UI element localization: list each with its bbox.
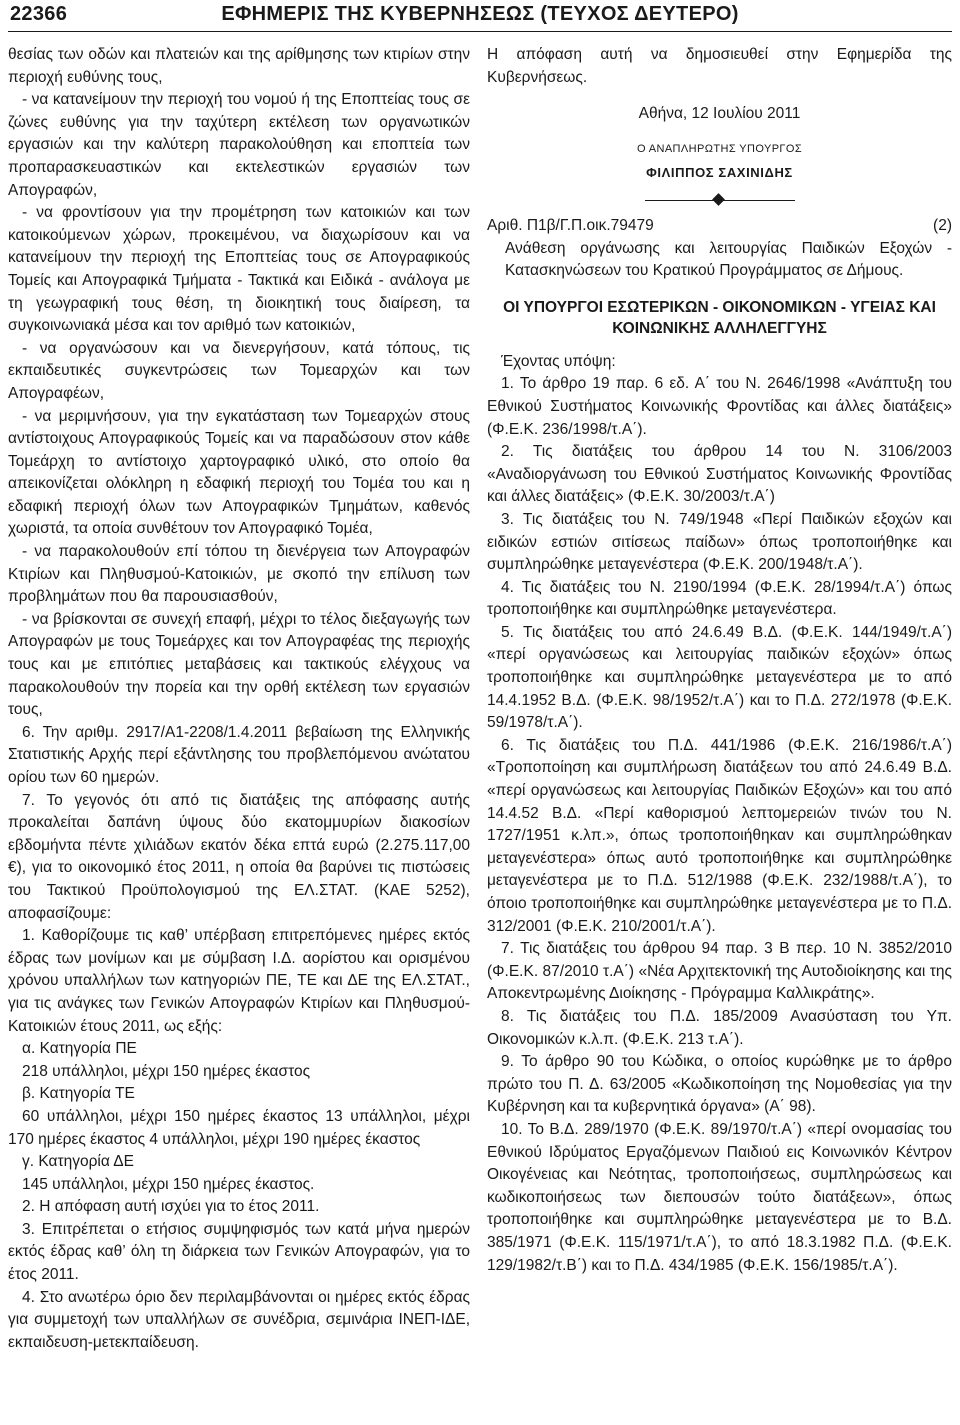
- paragraph: 5. Τις διατάξεις του από 24.6.49 Β.Δ. (Φ.Ε.Κ. 144/1949/τ.Α΄) «περί οργανώσεως και λειτουργίας παιδικών εξοχών» όπως τροποποιήθηκε και συμπληρώθηκε μεταγενέστερα με το από 14.4.1952 Β.Δ. (Φ.Ε.Κ. 98/1952/τ.Α΄) και το Π.Δ. 272/1978 (Φ.Ε.Κ. 59/1978/τ.Α΄).: [487, 623, 952, 732]
- decision-subject: Ανάθεση οργάνωσης και λειτουργίας Παιδικών Εξοχών - Κατασκηνώσεων του Κρατικού Προγράμματος σε Δήμους.: [505, 239, 952, 280]
- paragraph: 4. Στο ανωτέρω όριο δεν περιλαμβάνονται οι ημέρες εκτός έδρας για συμμετοχή των υπαλλήλων σε συνέδρια, σεμινάρια ΙΝΕΠ-ΙΔΕ, εκπαιδευση-μετεκπαίδευση.: [8, 1288, 470, 1351]
- paragraph: 6. Την αριθμ. 2917/Α1-2208/1.4.2011 βεβαίωση της Ελληνικής Στατιστικής Αρχής περί εξάντλησης του προβλεπόμενου ανώτατου ορίου των 60 ημερών.: [8, 723, 470, 786]
- reference-index: (2): [933, 216, 952, 234]
- paragraph: - να βρίσκονται σε συνεχή επαφή, μέχρι το τέλος διεξαγωγής των Απογραφών με τους Τομεάρχες και τον Απογραφέας της περιοχής τους και με επιτόπιες μεταβάσεις και τακτικούς ελέγχους να παρακολουθούν την πορεία και την ορθή εκτέλεση των εργασιών τους,: [8, 610, 470, 719]
- page-number: 22366: [10, 3, 68, 25]
- paragraph: α. Κατηγορία ΠΕ: [22, 1040, 137, 1058]
- paragraph: γ. Κατηγορία ΔΕ: [22, 1153, 134, 1171]
- paragraph: 145 υπάλληλοι, μέχρι 150 ημέρες έκαστος.: [22, 1175, 315, 1193]
- having-regard: Έχοντας υπόψη:: [501, 352, 616, 370]
- paragraph: 7. Τις διατάξεις του άρθρου 94 παρ. 3 Β περ. 10 Ν. 3852/2010 (Φ.Ε.Κ. 87/2010 τ.Α΄) «Νέα Αρχιτεκτονική της Αυτοδιοίκησης και της Αποκεντρωμένης Διοίκησης - Πρόγραμμα Καλλικράτης».: [487, 940, 952, 1003]
- paragraph: - να κατανείμουν την περιοχή του νομού ή της Εποπτείας τους σε ζώνες ευθύνης για την ταχύτερη εκτέλεση των οργανωτικών εργασιών και την καλύτερη παρακολούθηση και εποπτεία των προπαρασκευαστικών και εκτελεστικών εργασιών των Απογραφών,: [8, 91, 470, 199]
- paragraph: 1. Καθορίζουμε τις καθ’ υπέρβαση επιτρεπόμενες ημέρες εκτός έδρας των μονίμων και με σύμβαση Ι.Δ. αορίστου και ορισμένου χρόνου υπαλλήλων των κατηγοριών ΠΕ, ΤΕ και ΔΕ της ΕΛ.ΣΤΑΤ., για τις ανάγκες των Γενικών Απογραφών Κτιρίων και Πληθυσμού-Κατοικιών έτους 2011, ως εξής:: [8, 927, 470, 1035]
- paragraph: 2. Τις διατάξεις του άρθρου 14 του Ν. 3106/2003 «Αναδιοργάνωση του Εθνικού Συστήματος Κοινωνικής Φροντίδας και άλλες διατάξεις» (Φ.Ε.Κ. 30/2003/τ.Α΄): [487, 443, 952, 506]
- paragraph: - να οργανώσουν και να διενεργήσουν, κατά τόπους, τις εκπαιδευτικές συγκεντρώσεις των Τομεαρχών και των Απογραφέων,: [8, 339, 470, 402]
- paragraph: - να παρακολουθούν επί τόπου τη διενέργεια των Απογραφών Κτιρίων και Πληθυσμού-Κατοικιών, με σκοπό την επίλυση των προβλημάτων που θα παρουσιασθούν,: [8, 543, 470, 606]
- signing-date: Αθήνα, 12 Ιουλίου 2011: [638, 105, 801, 123]
- paragraph: 7. Το γεγονός ότι από τις διατάξεις της απόφασης αυτής προκαλείται δαπάνη ύψους δύο εκατομμυρίων διακοσίων εβδομήντα πέντε χιλιάδων εκατόν δέκα επτά ευρώ (2.275.117,00 €), για το οικονομικό έτος 2011, η οποία θα βαρύνει τις πιστώσεις του Τακτικού Προϋπολογισμού της ΕΛ.ΣΤΑΤ. (ΚΑΕ 5252), αποφασίζουμε:: [8, 791, 470, 922]
- paragraph: 9. Το άρθρο 90 του Κώδικα, ο οποίος κυρώθηκε με το άρθρο πρώτο του Π. Δ. 63/2005 «Κωδικοποίηση της Νομοθεσίας για την Κυβέρνηση και τα κυβερνητικά όργανα» (Α΄ 98).: [487, 1053, 952, 1116]
- paragraph: - να φροντίσουν για την προμέτρηση των κατοικιών και των κατοικούμενων χώρων, προκειμένου, να διαχωρίσουν και να κατανείμουν την περιοχή της Εποπτείας τους σε Απογραφικούς Τομείς και Απογραφικά Τμήματα - Τακτικά και Ειδικά - ανάλογα με τη γεωγραφική τους θέση, τη διοικητική τους διαίρεση, τα συγκοινωνιακά μέσα και τον αριθμό των κατοικιών,: [8, 204, 470, 335]
- left-column: [8, 44, 470, 1354]
- publication-note: Η απόφαση αυτή να δημοσιευθεί στην Εφημερίδα της Κυβερνήσεως.: [487, 46, 952, 86]
- section-separator: [645, 193, 795, 207]
- minister-title: Ο ΑΝΑΠΛΗΡΩΤΗΣ ΥΠΟΥΡΓΟΣ: [636, 142, 803, 155]
- paragraph: 60 υπάλληλοι, μέχρι 150 ημέρες έκαστος 13 υπάλληλοι, μέχρι 170 ημέρες έκαστος 4 υπάλληλοι, μέχρι 190 ημέρες έκαστος: [8, 1107, 470, 1148]
- paragraph: θεσίας των οδών και πλατειών και της αρίθμησης των κτιρίων στην περιοχή ευθύνης τους,: [8, 46, 470, 86]
- paragraph: 4. Τις διατάξεις του Ν. 2190/1994 (Φ.Ε.Κ. 28/1994/τ.Α΄) όπως τροποποιήθηκε και συμπληρώθηκε μεταγενέστερα.: [487, 578, 952, 619]
- paragraph: 8. Τις διατάξεις του Π.Δ. 185/2009 Ανασύσταση του Υπ. Οικονομικών κ.λ.π. (Φ.Ε.Κ. 213 τ.Α΄).: [487, 1007, 952, 1048]
- reference-row: [487, 215, 952, 238]
- paragraph: 2. Η απόφαση αυτή ισχύει για το έτος 2011.: [22, 1198, 320, 1216]
- ministers-heading: ΟΙ ΥΠΟΥΡΓΟΙ ΕΣΩΤΕΡΙΚΩΝ - ΟΙΚΟΝΟΜΙΚΩΝ - ΥΓΕΙΑΣ ΚΑΙ ΚΟΙΝΩΝΙΚΗΣ ΑΛΛΗΛΕΓΓΥΗΣ: [503, 298, 936, 337]
- paragraph: 1. Το άρθρο 19 παρ. 6 εδ. Α΄ του Ν. 2646/1998 «Ανάπτυξη του Εθνικού Συστήματος Κοινωνικής Φροντίδας και άλλες διατάξεις» (Φ.Ε.Κ. 236/1998/τ.Α΄).: [487, 375, 952, 438]
- running-title: ΕΦΗΜΕΡΙΣ ΤΗΣ ΚΥΒΕΡΝΗΣΕΩΣ (ΤΕΥΧΟΣ ΔΕΥΤΕΡΟ): [221, 3, 739, 25]
- paragraph: 218 υπάλληλοι, μέχρι 150 ημέρες έκαστος: [22, 1062, 311, 1080]
- paragraph: 6. Τις διατάξεις του Π.Δ. 441/1986 (Φ.Ε.Κ. 216/1986/τ.Α΄) «Τροποποίηση και συμπλήρωση διατάξεων του από 24.6.49 Β.Δ. «περί οργανώσεως και λειτουργίας Παιδικών Εξοχών» και του από 14.4.52 Β.Δ. «Περί καθορισμού λεπτομερειών τινών του Ν. 1727/1951 κ.λπ.», όπως τροποποιήθηκαν και συμπληρώθηκαν μεταγενέστερα» όπως αυτό τροποποιήθηκε και συμπληρώθηκε μεταγενέστερα με το Π.Δ. 512/1988 (Φ.Ε.Κ. 232/1988/τ.Α΄), το όποιο τροποποιήθηκε και συμπληρώθηκε μεταγενέστερα με το Π.Δ. 312/2001 (Φ.Ε.Κ. 210/2001/τ.Α΄).: [487, 736, 952, 935]
- right-column: [487, 44, 952, 1277]
- reference-number: Αριθ. Π1β/Γ.Π.οικ.79479: [487, 216, 654, 234]
- diamond-icon: [712, 193, 725, 206]
- minister-name: ΦΙΛΙΠΠΟΣ ΣΑΧΙΝΙΔΗΣ: [646, 165, 793, 181]
- paragraph: 3. Τις διατάξεις του Ν. 749/1948 «Περί Παιδικών εξοχών και ειδικών εστιών σιτίσεως παίδων» όπως τροποποιήθηκε και συμπληρώθηκε μεταγενέστερα (Φ.Ε.Κ. 200/1948/τ.Α΄).: [487, 510, 952, 574]
- paragraph: - να μεριμνήσουν, για την εγκατάσταση των Τομεαρχών στους αντίστοιχους Απογραφικούς Τομείς και να παραδώσουν στον κάθε Τομεάρχη το αντίστοιχο χαρτογραφικό υλικό, στο οποίο θα απεικονίζεται ολόκληρη η εδαφική περιοχή του Τομέα του και η εδαφική περιοχή όλων των Απογραφικών Τμημάτων, καθενός χωριστά, τα οποία συνθέτουν τον Απογραφικό Τομέα,: [8, 407, 470, 538]
- paragraph: 10. Το Β.Δ. 289/1970 (Φ.Ε.Κ. 89/1970/τ.Α΄) «περί ονομασίας του Εθνικού Ιδρύματος Εργαζόμενων Παιδιού εις Κοινωνικόν Κέντρον Οικογένειας και Νεότητας, τροποποιήσεως, συμπληρώσεως και κωδικοποιήσεως των διεπουσών τούτο διατάξεων», όπως τροποποιήθηκε και συμπληρώθηκε μεταγενέστερα με το Β.Δ. 385/1971 (Φ.Ε.Κ. 115/1971/τ.Α΄), το από 18.3.1982 Π.Δ. (Φ.Ε.Κ. 129/1982/τ.Β΄) και το Π.Δ. 434/1985 (Φ.Ε.Κ. 156/1985/τ.Α΄).: [487, 1120, 952, 1274]
- paragraph: β. Κατηγορία ΤΕ: [22, 1085, 135, 1103]
- paragraph: 3. Επιτρέπεται ο ετήσιος συμψηφισμός των κατά μήνα ημερών εκτός έδρας καθ’ όλη τη διάρκεια των Γενικών Απογραφών, για το έτος 2011.: [8, 1220, 470, 1284]
- page-header: [0, 0, 960, 32]
- header-rule: [8, 31, 952, 32]
